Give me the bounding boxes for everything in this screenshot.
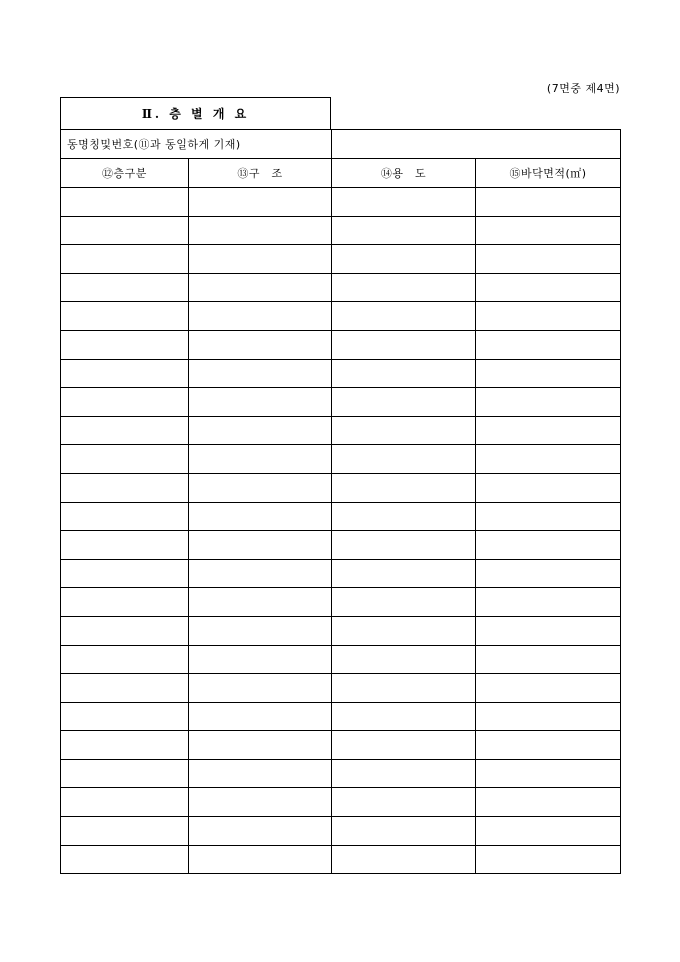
use-cell[interactable] bbox=[332, 845, 476, 874]
building-name-label: 동명칭및번호(⑪과 동일하게 기재) bbox=[61, 130, 332, 159]
use-cell[interactable] bbox=[332, 445, 476, 474]
table-row bbox=[61, 245, 621, 274]
structure-cell[interactable] bbox=[189, 674, 332, 703]
use-cell[interactable] bbox=[332, 788, 476, 817]
use-cell[interactable] bbox=[332, 731, 476, 760]
table-row bbox=[61, 388, 621, 417]
floor-cell[interactable] bbox=[61, 216, 189, 245]
floor-area-cell[interactable] bbox=[476, 702, 621, 731]
floor-cell[interactable] bbox=[61, 616, 189, 645]
floor-cell[interactable] bbox=[61, 245, 189, 274]
floor-area-cell[interactable] bbox=[476, 302, 621, 331]
table-row bbox=[61, 588, 621, 617]
structure-cell[interactable] bbox=[189, 531, 332, 560]
floor-area-cell[interactable] bbox=[476, 531, 621, 560]
table-row bbox=[61, 759, 621, 788]
floor-area-cell[interactable] bbox=[476, 645, 621, 674]
floor-cell[interactable] bbox=[61, 845, 189, 874]
floor-area-cell[interactable] bbox=[476, 388, 621, 417]
structure-cell[interactable] bbox=[189, 388, 332, 417]
use-cell[interactable] bbox=[332, 416, 476, 445]
floor-cell[interactable] bbox=[61, 674, 189, 703]
table-row bbox=[61, 559, 621, 588]
floor-area-cell[interactable] bbox=[476, 588, 621, 617]
floor-cell[interactable] bbox=[61, 188, 189, 217]
floor-cell[interactable] bbox=[61, 731, 189, 760]
floor-cell[interactable] bbox=[61, 759, 189, 788]
floor-cell[interactable] bbox=[61, 788, 189, 817]
floor-cell[interactable] bbox=[61, 531, 189, 560]
structure-cell[interactable] bbox=[189, 330, 332, 359]
table-row bbox=[61, 817, 621, 846]
floor-area-cell[interactable] bbox=[476, 416, 621, 445]
floor-area-cell[interactable] bbox=[476, 788, 621, 817]
table-row bbox=[61, 416, 621, 445]
floor-area-cell[interactable] bbox=[476, 359, 621, 388]
structure-cell[interactable] bbox=[189, 645, 332, 674]
table-row bbox=[61, 788, 621, 817]
table-row bbox=[61, 445, 621, 474]
column-header-floor: ⑫층구분 bbox=[61, 159, 189, 188]
floor-cell[interactable] bbox=[61, 359, 189, 388]
use-cell[interactable] bbox=[332, 759, 476, 788]
floor-cell[interactable] bbox=[61, 588, 189, 617]
column-header-floor-area: ⑮바닥면적(㎡) bbox=[476, 159, 621, 188]
floor-cell[interactable] bbox=[61, 416, 189, 445]
floor-area-cell[interactable] bbox=[476, 616, 621, 645]
structure-cell[interactable] bbox=[189, 245, 332, 274]
structure-cell[interactable] bbox=[189, 788, 332, 817]
column-header-row bbox=[61, 159, 621, 188]
table-row bbox=[61, 216, 621, 245]
use-cell[interactable] bbox=[332, 645, 476, 674]
structure-cell[interactable] bbox=[189, 416, 332, 445]
use-cell[interactable] bbox=[332, 817, 476, 846]
table-row bbox=[61, 273, 621, 302]
floor-area-cell[interactable] bbox=[476, 188, 621, 217]
structure-cell[interactable] bbox=[189, 588, 332, 617]
structure-cell[interactable] bbox=[189, 845, 332, 874]
floor-area-cell[interactable] bbox=[476, 473, 621, 502]
floor-area-cell[interactable] bbox=[476, 559, 621, 588]
structure-cell[interactable] bbox=[189, 473, 332, 502]
floor-area-cell[interactable] bbox=[476, 502, 621, 531]
table-row bbox=[61, 645, 621, 674]
floor-cell[interactable] bbox=[61, 388, 189, 417]
floor-area-cell[interactable] bbox=[476, 445, 621, 474]
use-cell[interactable] bbox=[332, 473, 476, 502]
structure-cell[interactable] bbox=[189, 216, 332, 245]
floor-cell[interactable] bbox=[61, 473, 189, 502]
floor-area-cell[interactable] bbox=[476, 731, 621, 760]
table-row bbox=[61, 302, 621, 331]
floor-cell[interactable] bbox=[61, 302, 189, 331]
use-cell[interactable] bbox=[332, 330, 476, 359]
floor-cell[interactable] bbox=[61, 273, 189, 302]
structure-cell[interactable] bbox=[189, 817, 332, 846]
page-number-note: (7면중 제4면) bbox=[546, 82, 620, 95]
use-cell[interactable] bbox=[332, 359, 476, 388]
structure-cell[interactable] bbox=[189, 731, 332, 760]
structure-cell[interactable] bbox=[189, 273, 332, 302]
floor-cell[interactable] bbox=[61, 502, 189, 531]
structure-cell[interactable] bbox=[189, 559, 332, 588]
building-name-field[interactable] bbox=[332, 130, 621, 159]
use-cell[interactable] bbox=[332, 388, 476, 417]
floor-area-cell[interactable] bbox=[476, 330, 621, 359]
use-cell[interactable] bbox=[332, 302, 476, 331]
structure-cell[interactable] bbox=[189, 616, 332, 645]
table-row bbox=[61, 531, 621, 560]
use-cell[interactable] bbox=[332, 502, 476, 531]
floor-area-cell[interactable] bbox=[476, 759, 621, 788]
floor-area-cell[interactable] bbox=[476, 216, 621, 245]
use-cell[interactable] bbox=[332, 588, 476, 617]
floor-cell[interactable] bbox=[61, 559, 189, 588]
floor-area-cell[interactable] bbox=[476, 273, 621, 302]
floor-cell[interactable] bbox=[61, 330, 189, 359]
section-title: Ⅱ. 층 별 개 요 bbox=[60, 97, 331, 129]
floor-area-cell[interactable] bbox=[476, 245, 621, 274]
use-cell[interactable] bbox=[332, 216, 476, 245]
table-row bbox=[61, 845, 621, 874]
floor-cell[interactable] bbox=[61, 645, 189, 674]
table-row bbox=[61, 674, 621, 703]
structure-cell[interactable] bbox=[189, 759, 332, 788]
table-row bbox=[61, 359, 621, 388]
use-cell[interactable] bbox=[332, 188, 476, 217]
use-cell[interactable] bbox=[332, 702, 476, 731]
use-cell[interactable] bbox=[332, 531, 476, 560]
table-row bbox=[61, 502, 621, 531]
table-row bbox=[61, 188, 621, 217]
use-cell[interactable] bbox=[332, 674, 476, 703]
structure-cell[interactable] bbox=[189, 702, 332, 731]
use-cell[interactable] bbox=[332, 559, 476, 588]
use-cell[interactable] bbox=[332, 245, 476, 274]
table-row bbox=[61, 702, 621, 731]
structure-cell[interactable] bbox=[189, 188, 332, 217]
column-header-structure: ⑬구 조 bbox=[189, 159, 332, 188]
floor-area-cell[interactable] bbox=[476, 674, 621, 703]
column-header-use: ⑭용 도 bbox=[332, 159, 476, 188]
table-row bbox=[61, 731, 621, 760]
floor-area-cell[interactable] bbox=[476, 845, 621, 874]
floor-cell[interactable] bbox=[61, 702, 189, 731]
use-cell[interactable] bbox=[332, 616, 476, 645]
structure-cell[interactable] bbox=[189, 502, 332, 531]
floor-summary-table bbox=[60, 129, 621, 874]
floor-cell[interactable] bbox=[61, 445, 189, 474]
use-cell[interactable] bbox=[332, 273, 476, 302]
table-row bbox=[61, 330, 621, 359]
table-row bbox=[61, 473, 621, 502]
structure-cell[interactable] bbox=[189, 445, 332, 474]
floor-cell[interactable] bbox=[61, 817, 189, 846]
building-name-row bbox=[61, 130, 621, 159]
floor-area-cell[interactable] bbox=[476, 817, 621, 846]
structure-cell[interactable] bbox=[189, 302, 332, 331]
table-row bbox=[61, 616, 621, 645]
structure-cell[interactable] bbox=[189, 359, 332, 388]
